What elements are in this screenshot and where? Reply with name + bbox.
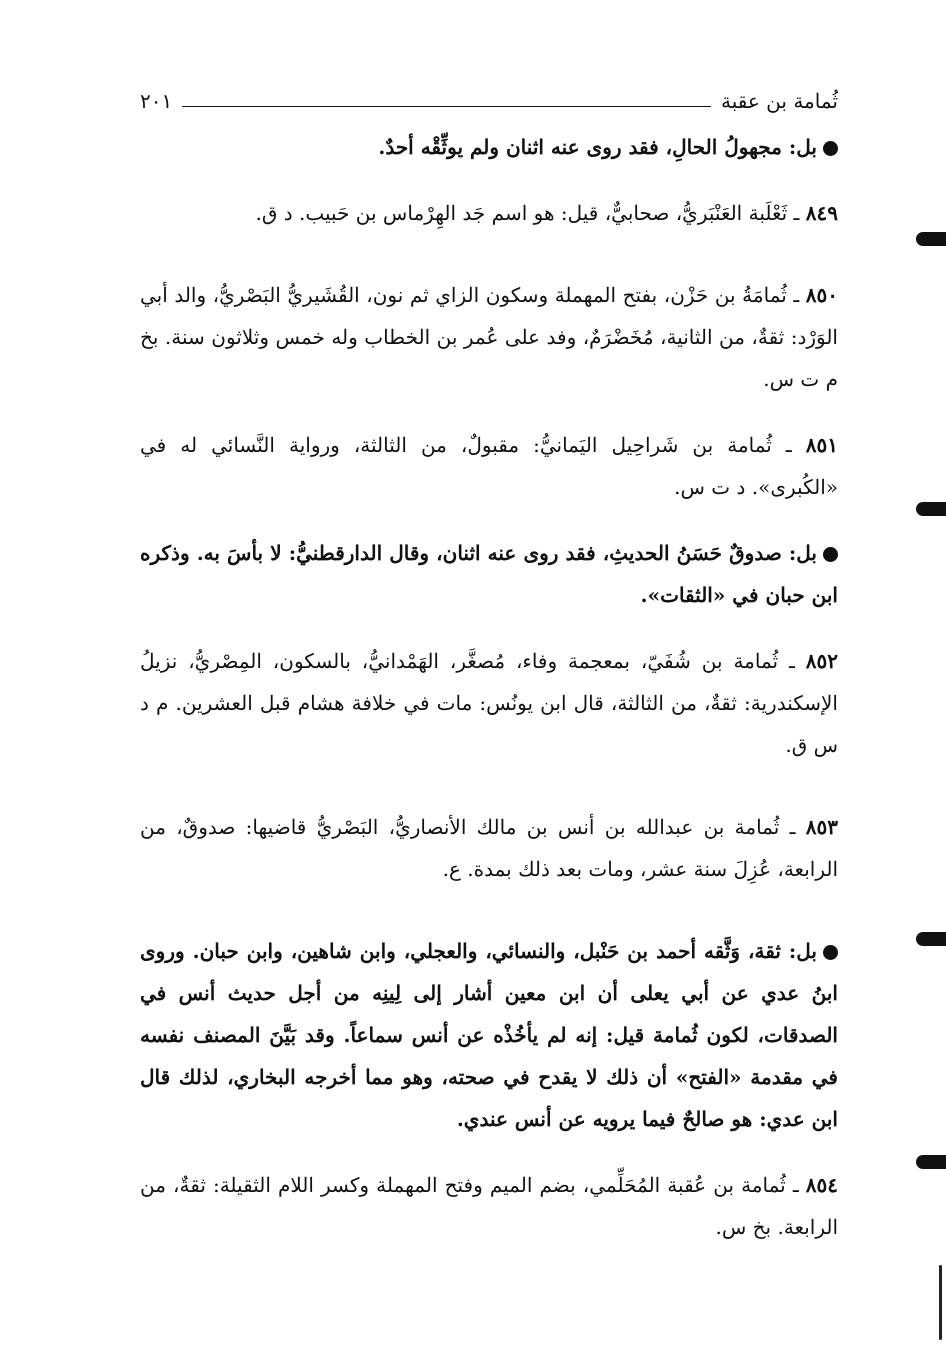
entry-text: ـ ثُمامة بن شَراحِيل اليَمانيُّ: مقبولٌ، من الثالثة، ورواية النَّسائي له في «الكُبرى». د ت س.: [140, 433, 838, 499]
bullet-note: بل: صدوقٌ حَسَنُ الحديثِ، فقد روى عنه اثنان، وقال الدارقطنيُّ: لا بأسَ به. وذكره ابن حبان في «الثقات».: [140, 541, 838, 607]
entry-849: [140, 192, 838, 234]
entry-number: ٨٥٣: [805, 815, 838, 839]
entry-text: ـ ثُمامة بن شُفَيّ، بمعجمة وفاء، مُصغَّر، الهَمْدانيُّ، بالسكون، المِصْريُّ، نزيلُ الإسكندرية: ثقةٌ، من الثالثة، قال ابن يونُس: مات في خلافة هشام قبل العشرين. م د س ق.: [140, 649, 838, 757]
entry-text: ـ ثُمامة بن عبدالله بن أنس بن مالك الأنصاريُّ، البَصْريُّ قاضيها: صدوقٌ، من الرابعة، عُزِلَ سنة عشر، ومات بعد ذلك بمدة. ع.: [140, 815, 838, 881]
page-edge-shadow: [939, 1265, 942, 1340]
entry-850: [140, 274, 838, 400]
entry-number: ٨٤٩: [805, 201, 838, 225]
bullet-icon: [823, 141, 838, 156]
bullet-icon: [823, 945, 838, 960]
entry-number: ٨٥٠: [805, 283, 838, 307]
entry-number: ٨٥٤: [805, 1173, 839, 1197]
entry-number: ٨٥١: [805, 433, 838, 457]
entry-text: ـ ثُمامة بن عُقبة المُحَلِّمي، بضم الميم وفتح المهملة وكسر اللام الثقيلة: ثقةٌ، من الرابعة. بخ س.: [140, 1173, 838, 1239]
bullet-icon: [823, 547, 838, 562]
entry-852: [140, 640, 838, 766]
entry-text: ـ ثُمامَةُ بن حَزْن، بفتح المهملة وسكون الزاي ثم نون، القُشَيريُّ البَصْريُّ، والد أبي الوَرْد: ثقةٌ، من الثانية، مُخَضْرَمٌ، وفد على عُمر بن الخطاب وله خمس وثلاثون سنة. بخ م ت س.: [140, 283, 838, 391]
bullet-note: بل: ثقة، وَثَّقه أحمد بن حَنْبل، والنسائي، والعجلي، وابن شاهين، وابن حبان. وروى ابنُ عدي عن أبي يعلى أن ابن معين أشار إلى لِينِه من أجل حديث أنس في الصدقات، لكون ثُمامة قيل: إنه لم يأخُذْه عن أنس سماعاً. وقد بَيَّنَ المصنف نفسه في مقدمة «الفتح» أن ذلك لا يقدح في صحته، وهو مما أخرجه البخاري، لذلك قال ابن عدي: هو صالحٌ فيما يرويه عن أنس عندي.: [140, 939, 838, 1131]
header-rule: [182, 106, 711, 107]
entry-851: [140, 424, 838, 508]
header-title: ثُمامة بن عقبة: [721, 89, 838, 113]
entry-text: ـ ثَعْلَبة العَنْبَريُّ، صحابيٌّ، قيل: هو اسم جَد الهِرْماس بن حَبيب. د ق.: [255, 201, 800, 225]
entry-number: ٨٥٢: [805, 649, 839, 673]
binding-mark: [916, 1155, 946, 1169]
bullet-note: بل: مجهولُ الحالِ، فقد روى عنه اثنان ولم يوثِّقْه أحدٌ.: [140, 126, 838, 168]
entry-853: [140, 806, 838, 890]
entry-854: [140, 1164, 838, 1248]
running-header: [140, 80, 838, 114]
binding-mark: [916, 502, 946, 516]
page-body: [140, 126, 838, 1272]
page-number: ٢٠١: [140, 89, 173, 113]
binding-mark: [916, 232, 946, 246]
binding-mark: [916, 932, 946, 946]
